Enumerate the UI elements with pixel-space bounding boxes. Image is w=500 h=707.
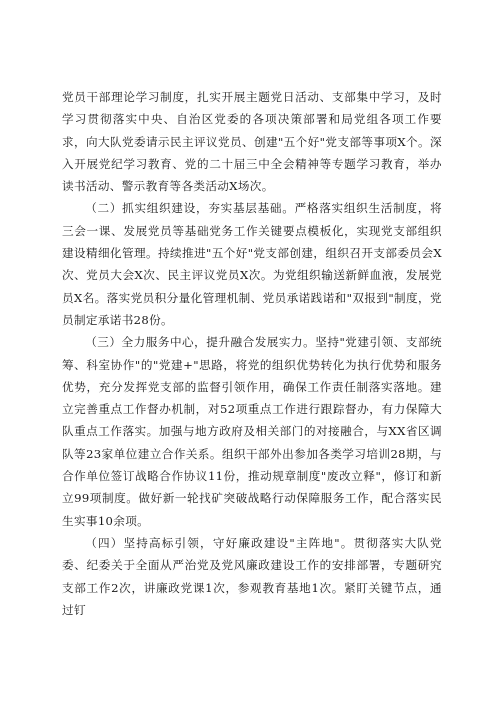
paragraph-organization-building: （二）抓实组织建设，夯实基层基础。严格落实组织生活制度，将三会一课、发展党员等基础党务工作关键要点模板化，实现党支部组织建设精细化管理。持续推进"五个好"党支部创建，组织召开支部委员会X次、党员大会X次、民主评议党员X次。为党组织输送新鲜血液，发展党员X名。落实党员积分量化管理机制、党员承诺践诺和"双报到"制度，党员制定承诺书28份。 [62,201,442,327]
paragraph-serve-center: （三）全力服务中心，提升融合发展实力。坚持"党建引领、支部统筹、科室协作"的"党建+"思路，将党的组织优势转化为执行优势和服务优势，充分发挥党支部的监督引领作用，确保工作责任制落实落地。建立完善重点工作督办机制，对52项重点工作进行跟踪督办，有力保障大队重点工作落实。加强与地方政府及相关部门的对接融合，与XX省区调队等23家单位建立合作关系。组织干部外出参加各类学习培训28期，与合作单位签订战略合作协议11份，推动规章制度"废改立释"，修订和新立99项制度。做好新一轮找矿突破战略行动保障服务工作，配合落实民生实事10余项。 [62,335,442,528]
document-page [62,86,442,621]
paragraph-party-study: 党员干部理论学习制度，扎实开展主题党日活动、支部集中学习，及时学习贯彻落实中央、自治区党委的各项决策部署和局党组各项工作要求，向大队党委请示民主评议党员、创建"五个好"党支部等事项X个。深入开展党纪学习教育、党的二十届三中全会精神等专题学习教育，举办读书活动、警示教育等各类活动X场次。 [62,90,442,194]
paragraph-integrity-building: （四）坚持高标引领，守好廉政建设"主阵地"。贯彻落实大队党委、纪委关于全面从严治党及党风廉政建设工作的安排部署，专题研究支部工作2次，讲廉政党课1次，参观教育基地1次。紧盯关键节点，通过钉 [62,535,442,617]
